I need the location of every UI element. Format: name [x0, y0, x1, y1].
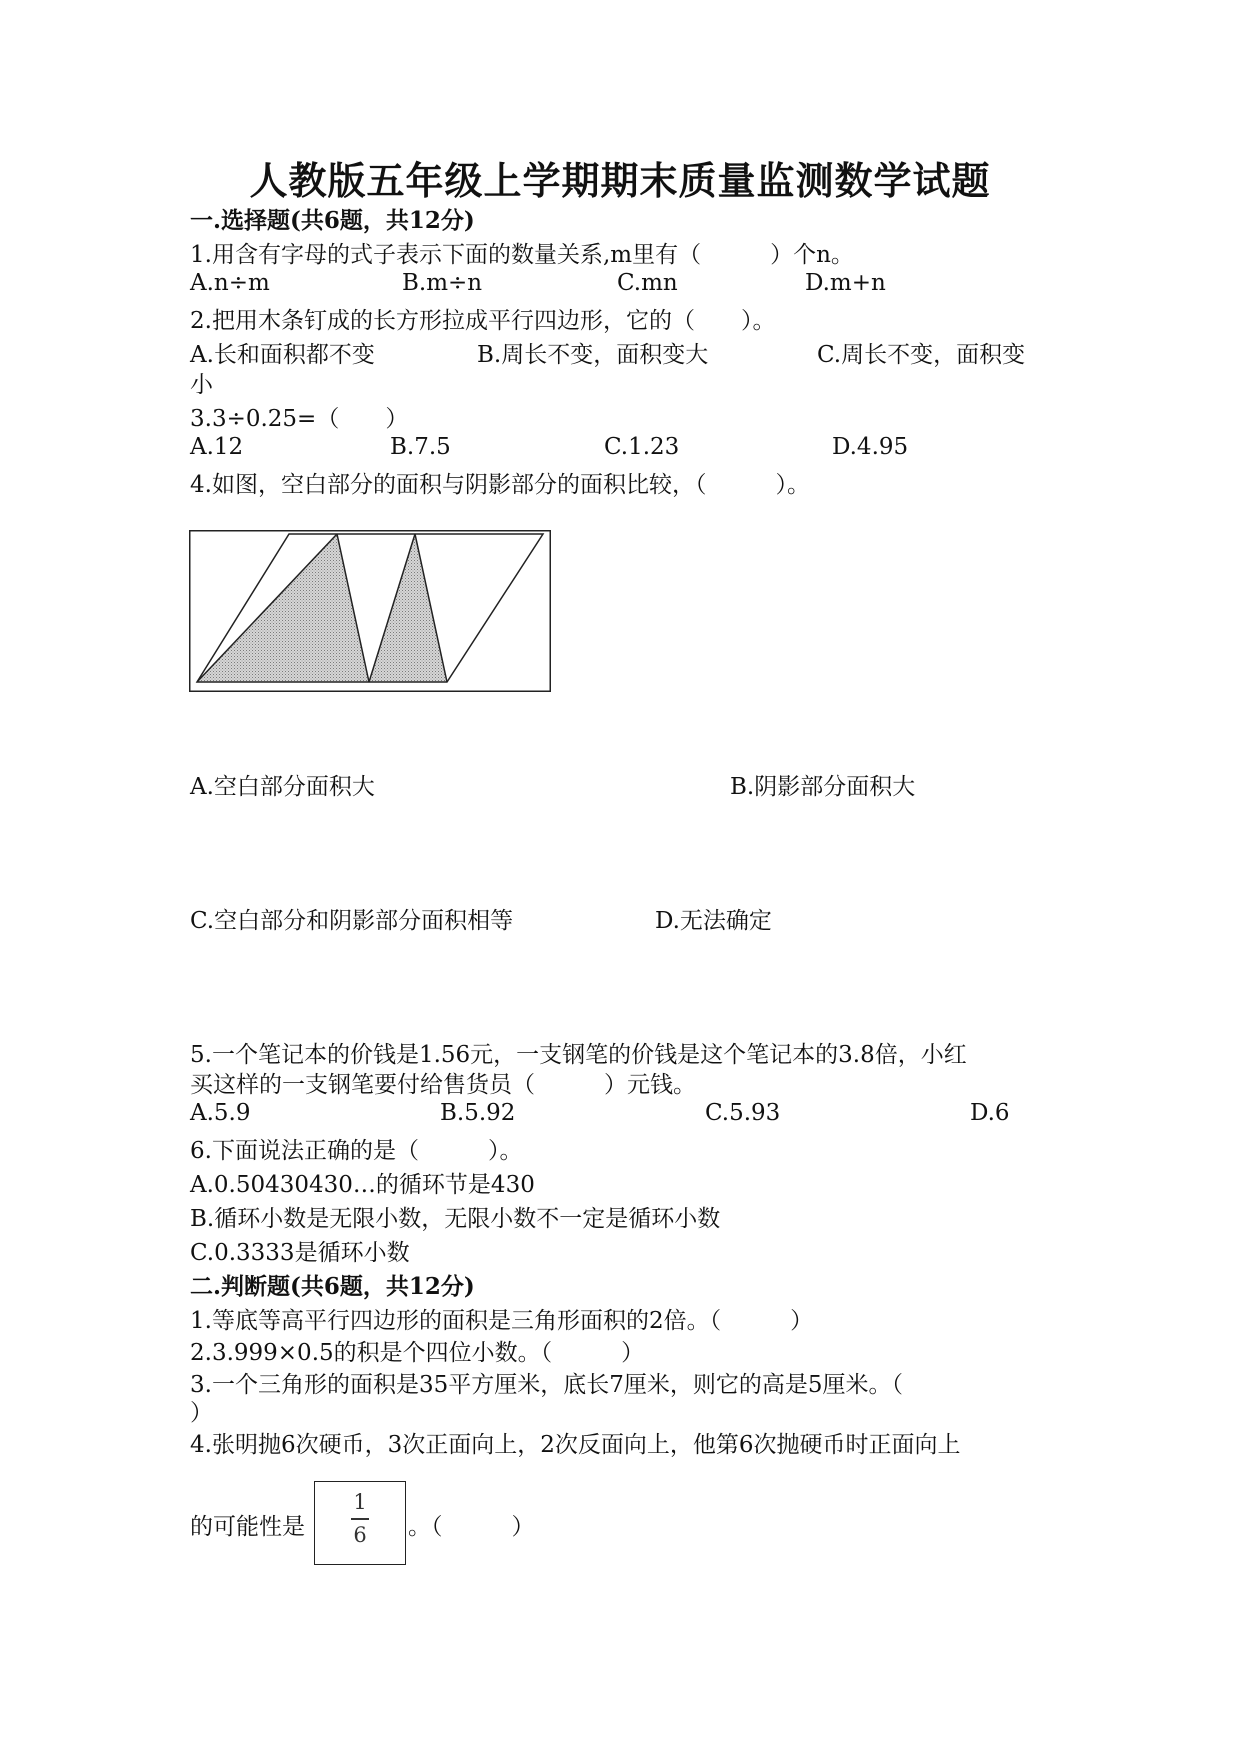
judgement-4-text-line2-start: 的可能性是: [190, 1514, 305, 1540]
question-4-option-d: D.无法确定: [655, 908, 772, 934]
question-1-option-a: A.n÷m: [190, 270, 270, 296]
judgement-2-text: 2.3.999×0.5的积是个四位小数。（ ）: [190, 1340, 645, 1366]
question-5-text-line2: 买这样的一支钢笔要付给售货员（ ）元钱。: [190, 1072, 696, 1098]
question-1-option-d: D.m+n: [805, 270, 886, 296]
question-4-option-c: C.空白部分和阴影部分面积相等: [190, 908, 514, 934]
question-3-option-b: B.7.5: [390, 434, 451, 460]
question-4-option-a: A.空白部分面积大: [190, 774, 375, 800]
question-5-option-a: A.5.9: [190, 1100, 251, 1126]
section-heading-choice: 一.选择题(共6题，共12分): [190, 207, 475, 234]
question-3-option-a: A.12: [190, 434, 244, 460]
question-2-option-c: C.周长不变，面积变: [817, 342, 1026, 368]
question-6-option-c: C.0.3333是循环小数: [190, 1240, 410, 1266]
question-4-figure: [189, 530, 551, 692]
fraction-numerator: 1: [353, 1490, 367, 1514]
fraction-image-box: [314, 1481, 406, 1565]
judgement-4-text-line1: 4.张明抛6次硬币，3次正面向上，2次反面向上，他第6次抛硬币时正面向上: [190, 1432, 961, 1458]
question-6-option-a: A.0.50430430…的循环节是430: [190, 1172, 535, 1198]
question-5-option-d: D.6: [970, 1100, 1010, 1126]
question-2-option-c-wrap: 小: [190, 372, 213, 398]
judgement-3-text-line1: 3.一个三角形的面积是35平方厘米，底长7厘米，则它的高是5厘米。（: [190, 1372, 903, 1398]
question-3-option-c: C.1.23: [604, 434, 680, 460]
question-4-text: 4.如图，空白部分的面积与阴影部分的面积比较，（ ）。: [190, 472, 810, 498]
question-1-text: 1.用含有字母的式子表示下面的数量关系,m里有（ ）个n。: [190, 242, 854, 268]
question-1-option-c: C.mn: [617, 270, 678, 296]
question-3-option-d: D.4.95: [832, 434, 909, 460]
judgement-1-text: 1.等底等高平行四边形的面积是三角形面积的2倍。（ ）: [190, 1308, 814, 1334]
question-2-option-b: B.周长不变，面积变大: [477, 342, 709, 368]
question-5-option-c: C.5.93: [705, 1100, 781, 1126]
question-5-text-line1: 5.一个笔记本的价钱是1.56元，一支钢笔的价钱是这个笔记本的3.8倍，小红: [190, 1042, 967, 1068]
question-6-text: 6.下面说法正确的是（ ）。: [190, 1138, 523, 1164]
question-1-option-b: B.m÷n: [402, 270, 483, 296]
fraction-denominator: 6: [353, 1522, 367, 1547]
judgement-4-text-line2-end: 。（ ）: [408, 1514, 535, 1540]
fraction-bar: [351, 1518, 369, 1520]
question-5-option-b: B.5.92: [440, 1100, 516, 1126]
question-4-option-b: B.阴影部分面积大: [730, 774, 916, 800]
question-3-text: 3.3÷0.25=（ ）: [190, 406, 409, 432]
fraction-one-sixth: [315, 1492, 405, 1546]
judgement-3-text-line2: ）: [190, 1400, 213, 1426]
question-6-option-b: B.循环小数是无限小数，无限小数不一定是循环小数: [190, 1206, 721, 1232]
question-2-option-a: A.长和面积都不变: [190, 342, 375, 368]
section-heading-judgement: 二.判断题(共6题，共12分): [190, 1273, 475, 1300]
question-2-text: 2.把用木条钉成的长方形拉成平行四边形，它的（ ）。: [190, 308, 776, 334]
page-title: 人教版五年级上学期期末质量监测数学试题: [249, 158, 991, 203]
